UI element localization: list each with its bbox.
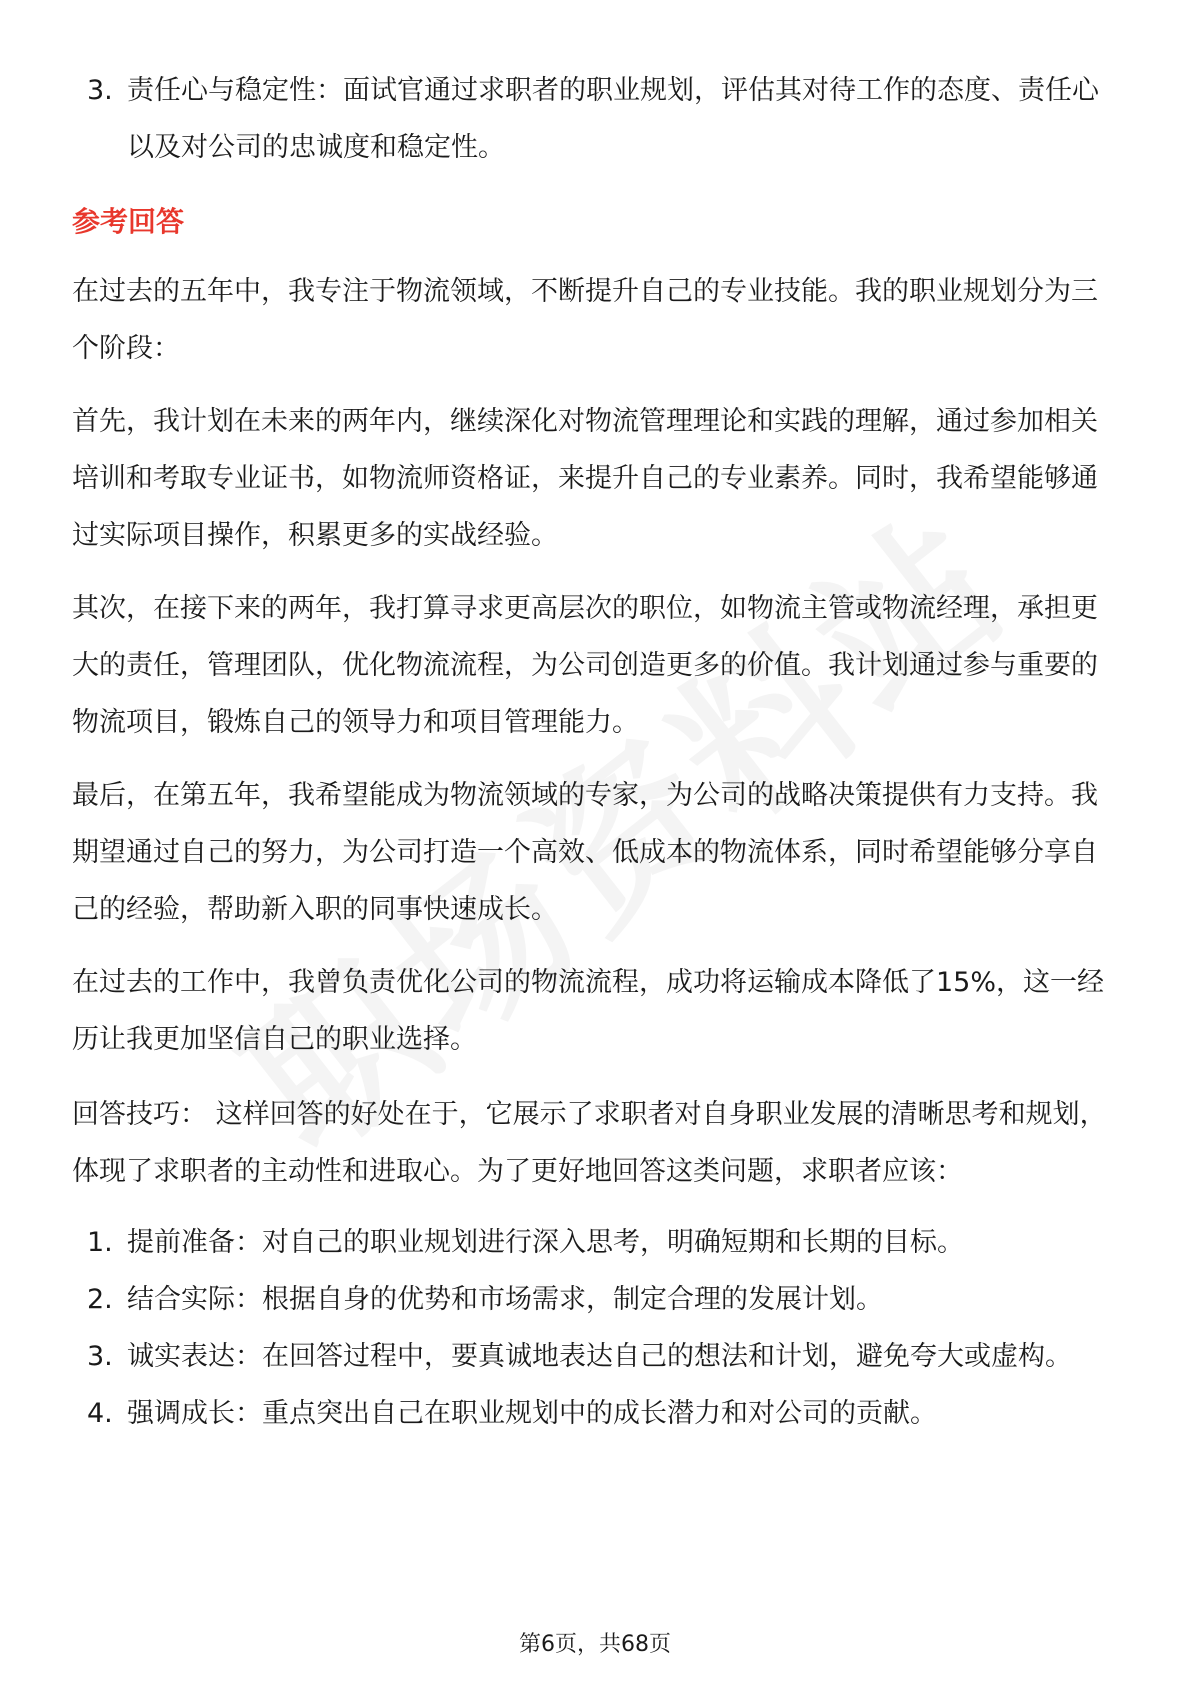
section-title: 参考回答 (72, 205, 185, 238)
list-item (72, 1328, 1120, 1385)
list-text: 结合实际：根据自身的优势和市场需求，制定合理的发展计划。 (127, 1284, 883, 1315)
answer-paragraph: 在过去的工作中，我曾负责优化公司的物流流程，成功将运输成本降低了15%，这一经历让我更加坚信自己的职业选择。 (72, 967, 1105, 1055)
answer-paragraph: 首先，我计划在未来的两年内，继续深化对物流管理理论和实践的理解，通过参加相关培训和考取专业证书，如物流师资格证，来提升自己的专业素养。同时，我希望能够通过实际项目操作，积累更多的实战经验。 (72, 406, 1098, 551)
evaluation-point-list (72, 62, 1120, 176)
list-text: 强调成长：重点突出自己在职业规划中的成长潜力和对公司的贡献。 (127, 1398, 937, 1429)
list-item (72, 1214, 1120, 1271)
page-number: 第6页，共68页 (519, 1632, 671, 1657)
list-text: 诚实表达：在回答过程中，要真诚地表达自己的想法和计划，避免夸大或虚构。 (127, 1341, 1072, 1372)
content (72, 62, 1120, 1442)
tips-list (72, 1214, 1120, 1442)
list-text: 责任心与稳定性：面试官通过求职者的职业规划，评估其对待工作的态度、责任心以及对公司的忠诚度和稳定性。 (127, 75, 1099, 163)
list-item (72, 1385, 1120, 1442)
answer-tips: 回答技巧： 这样回答的好处在于，它展示了求职者对自身职业发展的清晰思考和规划，体现了求职者的主动性和进取心。为了更好地回答这类问题，求职者应该： (72, 1099, 1107, 1187)
list-text: 提前准备：对自己的职业规划进行深入思考，明确短期和长期的目标。 (127, 1227, 964, 1258)
list-number: 2. (87, 1284, 113, 1315)
list-number: 4. (87, 1398, 113, 1429)
list-number: 3. (87, 75, 113, 106)
list-number: 1. (87, 1227, 113, 1258)
list-number: 3. (87, 1341, 113, 1372)
answer-paragraph: 最后，在第五年，我希望能成为物流领域的专家，为公司的战略决策提供有力支持。我期望通过自己的努力，为公司打造一个高效、低成本的物流体系，同时希望能够分享自己的经验，帮助新入职的同事快速成长。 (72, 780, 1098, 925)
answer-paragraph: 其次，在接下来的两年，我打算寻求更高层次的职位，如物流主管或物流经理，承担更大的责任，管理团队，优化物流流程，为公司创造更多的价值。我计划通过参与重要的物流项目，锻炼自己的领导力和项目管理能力。 (72, 593, 1098, 738)
list-item (72, 1271, 1120, 1328)
answer-paragraph: 在过去的五年中，我专注于物流领域，不断提升自己的专业技能。我的职业规划分为三个阶段： (72, 276, 1098, 364)
list-item (72, 62, 1120, 176)
